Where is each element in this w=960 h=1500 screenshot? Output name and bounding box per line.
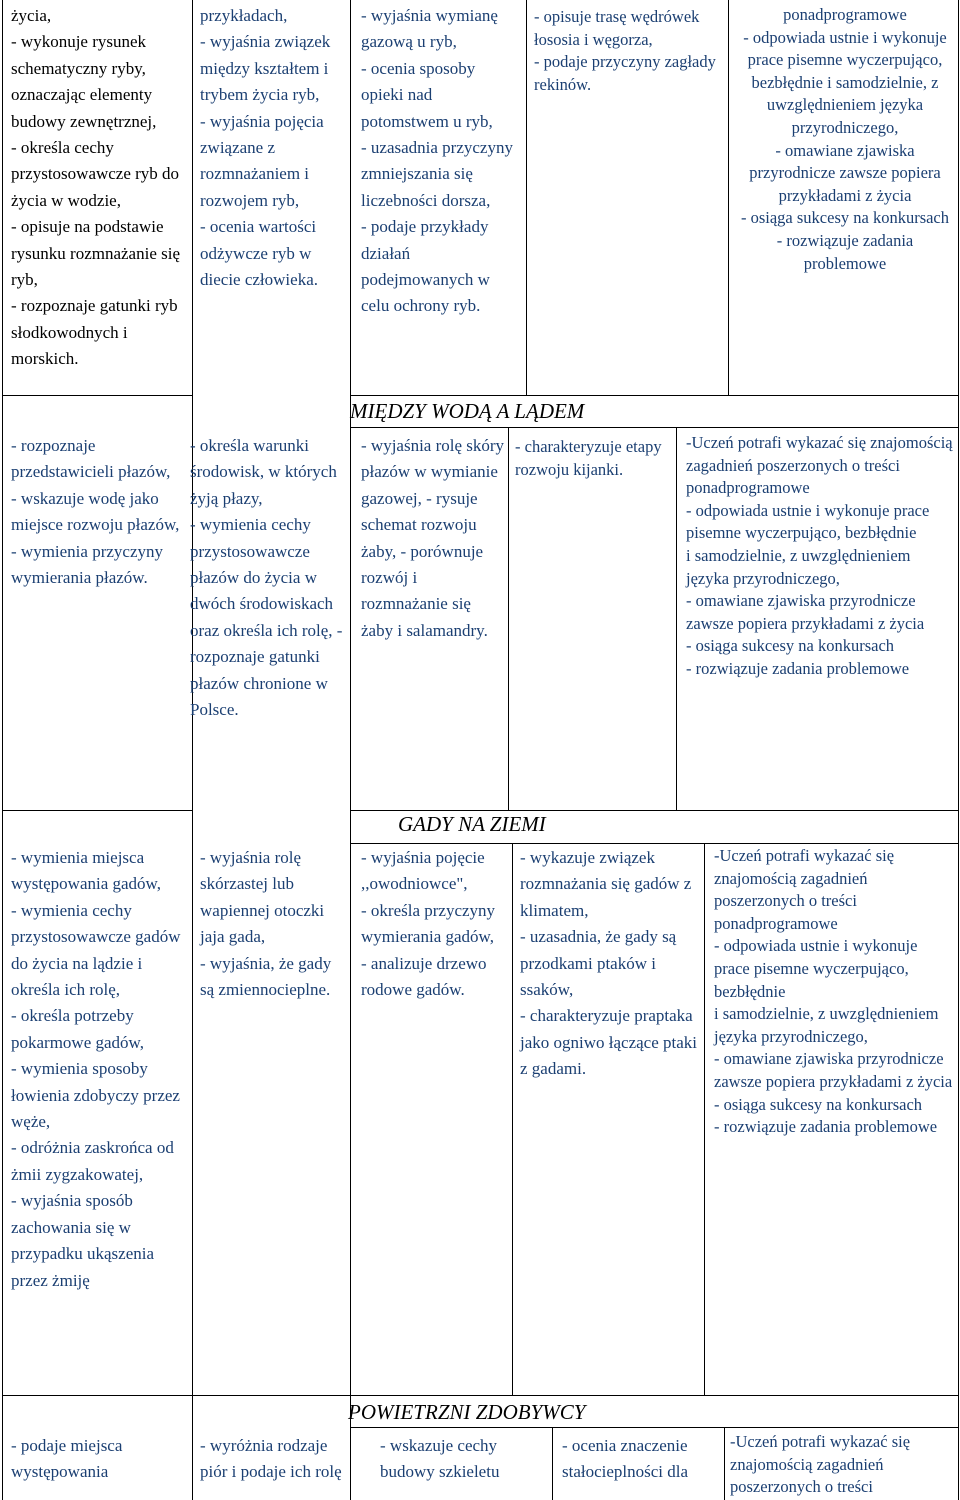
requirement-text: - uzasadnia przyczyny zmniejszania się liczebności dorsza, — [361, 138, 513, 210]
requirement-text: - wykazuje związek rozmnażania się gadów z klimatem, — [520, 848, 692, 920]
requirement-cell — [11, 845, 187, 1294]
column-divider-2 — [350, 0, 351, 1500]
column-divider-3 — [526, 0, 527, 395]
requirement-text: - określa przyczyny wymierania gadów, — [361, 900, 496, 947]
requirement-text: - wyjaśnia sposób zachowania się w przypadku ukąszenia przez żmiję — [11, 1191, 155, 1290]
requirement-text: - wyróżnia rodzaje piór i podaje ich rolę — [200, 1436, 342, 1482]
column-divider-3 — [512, 843, 513, 1395]
column-divider-3 — [552, 1427, 553, 1500]
column-divider-1 — [192, 0, 193, 1500]
row-divider — [350, 427, 958, 428]
requirement-cell — [200, 845, 348, 1003]
column-divider-4 — [724, 1427, 725, 1500]
requirement-cell — [736, 4, 954, 275]
table-border-left — [2, 0, 3, 1500]
requirement-text: - ocenia znaczenie stałocieplności dla — [562, 1436, 689, 1482]
requirement-text: - wskazuje wodę jako miejsce rozwoju płazów, — [11, 488, 180, 535]
row-divider — [350, 395, 958, 396]
requirement-text: - wymienia przyczyny wymierania płazów. — [11, 541, 163, 588]
requirement-cell — [730, 1431, 954, 1499]
requirement-text: - podaje przyczyny zagłady rekinów. — [534, 52, 716, 94]
requirement-text: - uzasadnia, że gady są przodkami ptaków i ssaków, — [520, 927, 677, 1000]
requirement-text: - rozpoznaje gatunki ryb słodkowodnych i morskich. — [11, 296, 178, 369]
requirement-text: przykładach, — [200, 6, 288, 25]
column-divider-3 — [508, 427, 509, 810]
requirement-cell — [361, 3, 521, 320]
requirement-text: - podaje przykłady działań podejmowanych w celu ochrony ryb. — [361, 217, 490, 316]
requirement-cell — [11, 3, 187, 373]
requirement-cell — [686, 432, 954, 681]
requirement-cell — [534, 6, 724, 96]
row-divider — [350, 843, 958, 844]
table-border-right — [958, 0, 959, 1500]
requirement-text: - ocenia sposoby opieki nad potomstwem u ryb, — [361, 58, 493, 131]
requirement-text: - omawiane zjawiska przyrodnicze zawsze popiera przykładami z życia — [749, 140, 941, 205]
requirement-text: - wyjaśnia rolę skóry płazów w wymianie gazowej, - rysuje schemat rozwoju żaby, - porównuje rozwój i rozmnażanie się żaby i salamandry. — [361, 436, 505, 640]
requirement-text: - osiąga sukcesy na konkursach — [740, 208, 950, 228]
requirement-text: - odróżnia zaskrońca od żmii zygzakowatej, — [11, 1138, 174, 1184]
column-divider-4 — [704, 843, 705, 1395]
requirement-text: - rozpoznaje przedstawicieli płazów, — [11, 436, 171, 482]
requirement-cell — [190, 433, 348, 723]
requirement-text: - charakteryzuje praptaka jako ogniwo łączące ptaki z gadami. — [520, 1006, 698, 1079]
requirement-text: - rozwiązuje zadania problemowe — [776, 230, 914, 273]
requirement-text: - wyjaśnia pojęcia związane z rozmnażaniem i rozwojem ryb, — [200, 111, 324, 210]
requirement-text: i samodzielnie, z uwzględnieniem języka przyrodniczego, — [714, 1004, 939, 1046]
requirement-text: - analizuje drzewo rodowe gadów. — [361, 953, 487, 1000]
requirement-text: -Uczeń potrafi wykazać się znajomością zagadnień poszerzonych o treści ponadprogramowe — [686, 433, 953, 498]
requirement-text: - opisuje trasę wędrówek łososia i węgorza, — [534, 7, 700, 49]
requirement-text: - charakteryzuje etapy rozwoju kijanki. — [515, 437, 662, 479]
row-divider — [2, 810, 192, 811]
requirement-text: - wymienia miejsca występowania gadów, — [11, 848, 161, 894]
requirement-cell — [361, 845, 509, 1003]
row-divider — [350, 1427, 958, 1428]
requirement-cell — [380, 1433, 548, 1486]
requirement-text: - wyjaśnia związek między kształtem i trybem życia ryb, — [200, 32, 331, 105]
requirement-text: - wykonuje rysunek schematyczny ryby, oznaczając elementy budowy zewnętrznej, — [11, 32, 157, 131]
requirement-text: - odpowiada ustnie i wykonuje prace pisemne wyczerpująco, bezbłędnie — [686, 500, 930, 543]
requirement-text: - wymienia cechy przystosowawcze gadów do życia na lądzie i określa ich rolę, — [11, 900, 181, 1000]
requirement-text: -Uczeń potrafi wykazać się znajomością zagadnień poszerzonych o treści ponadprogramowe — [714, 846, 895, 933]
requirement-cell — [11, 1433, 187, 1486]
requirement-text: życia, — [11, 6, 52, 25]
requirement-cell — [520, 845, 700, 1083]
requirement-cell — [361, 433, 505, 644]
requirement-cell — [200, 1433, 348, 1486]
column-divider-4 — [676, 427, 677, 810]
requirement-text: - omawiane zjawiska przyrodnicze zawsze popiera przykładami z życia — [714, 1049, 953, 1091]
requirement-text: - wyjaśnia wymianę gazową u ryb, — [361, 6, 498, 52]
section-heading: POWIETRZNI ZDOBYWCY — [348, 1400, 586, 1424]
requirement-text: - wymienia cechy przystosowawcze płazów do życia w dwóch środowiskach oraz określa ich rolę, - rozpoznaje gatunki płazów chronione w Polsce. — [190, 515, 343, 720]
row-divider — [350, 810, 958, 811]
requirement-cell — [714, 845, 954, 1139]
requirement-text: - osiąga sukcesy na konkursach — [686, 636, 895, 656]
requirement-text: - odpowiada ustnie i wykonuje prace pisemne wyczerpująco, bezbłędnie i samodzielnie, z uwzględnieniem języka przyrodniczego, — [743, 27, 947, 137]
requirement-text: - podaje miejsca występowania — [11, 1436, 123, 1482]
requirement-text: - rozwiązuje zadania problemowe — [686, 658, 910, 678]
requirement-text: - osiąga sukcesy na konkursach — [714, 1094, 923, 1114]
requirement-text: -Uczeń potrafi wykazać się znajomością zagadnień poszerzonych o treści — [730, 1432, 911, 1497]
requirement-cell — [562, 1433, 720, 1486]
section-heading: MIĘDZY WODĄ A LĄDEM — [350, 399, 585, 423]
requirement-text: - określa cechy przystosowawcze ryb do życia w wodzie, — [11, 138, 180, 210]
column-divider-4 — [728, 0, 729, 395]
requirement-text: - wyjaśnia rolę skórzastej lub wapiennej otoczki jaja gada, — [200, 848, 325, 947]
requirement-text: - wskazuje cechy budowy szkieletu — [380, 1436, 500, 1482]
row-divider — [2, 395, 192, 396]
requirement-cell — [11, 433, 187, 591]
requirement-text: - wymienia sposoby łowienia zdobyczy przez węże, — [11, 1059, 180, 1132]
requirement-text: - opisuje na podstawie rysunku rozmnażanie się ryb, — [11, 217, 180, 290]
requirement-cell — [200, 3, 348, 293]
requirement-text: - wyjaśnia, że gady są zmiennocieplne. — [200, 953, 332, 1000]
section-heading: GADY NA ZIEMI — [398, 812, 546, 836]
requirement-text: - rozwiązuje zadania problemowe — [714, 1117, 938, 1137]
requirement-text: i samodzielnie, z uwzględnieniem języka przyrodniczego, — [686, 545, 911, 588]
requirement-text: ponadprogramowe — [783, 5, 907, 24]
row-divider — [2, 1395, 958, 1396]
requirement-text: - określa potrzeby pokarmowe gadów, — [11, 1006, 144, 1052]
requirement-text: - ocenia wartości odżywcze ryb w diecie człowieka. — [200, 217, 318, 290]
requirement-text: - odpowiada ustnie i wykonuje prace pisemne wyczerpująco, bezbłędnie — [714, 936, 918, 1001]
requirement-cell — [515, 436, 673, 481]
requirement-text: - omawiane zjawiska przyrodnicze zawsze popiera przykładami z życia — [686, 591, 925, 633]
requirement-text: - wyjaśnia pojęcie ,,owodniowce", — [361, 848, 485, 894]
requirement-text: - określa warunki środowisk, w których żyją płazy, — [190, 436, 337, 508]
